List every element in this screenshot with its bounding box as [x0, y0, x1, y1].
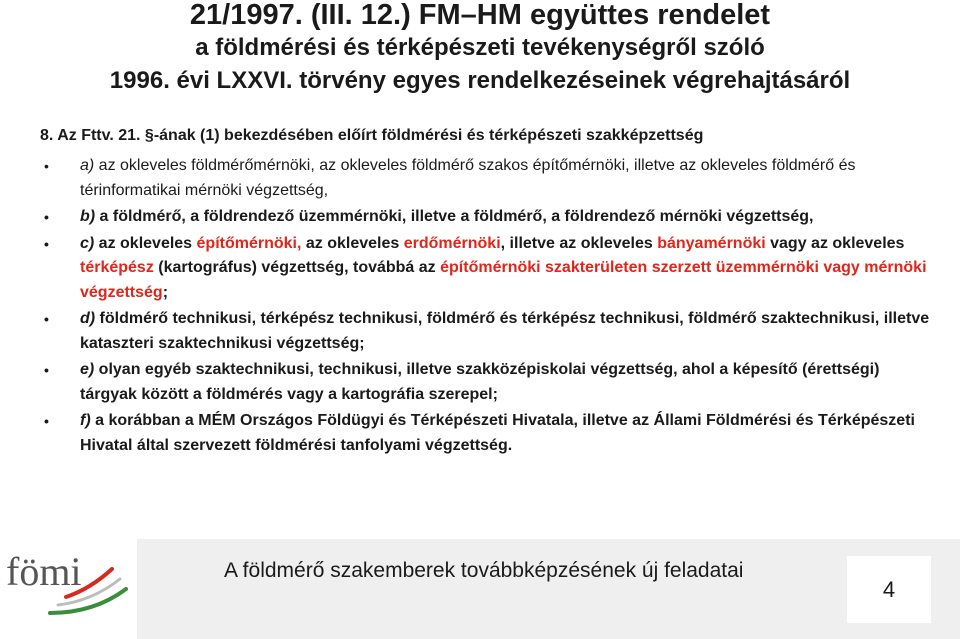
list-item-b [0, 205, 960, 230]
item-text: (kartográfus) végzettség, továbbá az [153, 259, 441, 276]
item-text: vagy az okleveles [765, 234, 905, 252]
logo-wordmark: fömi [6, 549, 82, 594]
item-letter: e) [80, 361, 95, 378]
item-letter: d) [80, 310, 96, 327]
bullet-icon: • [44, 235, 49, 252]
footer-title: A földmérő szakemberek továbbképzésének új feladatai [224, 559, 744, 582]
item-text: , illetve az okleveles [500, 234, 658, 252]
item-letter: b) [80, 208, 96, 225]
document-subtitle-line-1: a földmérési és térképészeti tevékenységről szóló [195, 34, 765, 61]
item-text: az okleveles [301, 234, 404, 252]
bullet-icon: • [44, 413, 49, 429]
document-subtitle-line-2: 1996. évi LXXVI. törvény egyes rendelkezéseinek végrehajtásáról [109, 67, 851, 94]
bullet-icon: • [44, 158, 49, 174]
highlight-text: térképész [80, 259, 154, 276]
list-item-c [0, 232, 960, 306]
item-letter: c) [80, 234, 95, 252]
bullet-icon: • [44, 209, 49, 225]
item-text: földmérő technikusi, térképész technikusi, földmérő és térképész technikusi, földmérő szaktechnikusi, illetve kataszteri szaktechnikusi végzettség; [80, 310, 930, 352]
highlight-text: építőmérnöki szakterületen szerzett üzemmérnöki vagy mérnöki végzettség [80, 259, 927, 301]
highlight-text: erdőmérnöki [403, 234, 501, 252]
bullet-icon: • [44, 362, 49, 378]
page-number-box [847, 556, 931, 623]
item-text: a korábban a MÉM Országos Földügyi és Térképészeti Hivatala, illetve az Állami Földmérési és Térképészeti Hivatal által szervezett földmérési tanfolyami végzettség. [80, 412, 915, 454]
bullet-icon: • [44, 311, 49, 327]
qualification-list [0, 154, 960, 460]
highlight-text: építőmérnöki, [196, 234, 302, 252]
list-item-d [0, 307, 960, 356]
list-item-a [0, 154, 960, 203]
item-text: ; [162, 283, 169, 301]
item-text: olyan egyéb szaktechnikusi, technikusi, illetve szakközépiskolai végzettség, ahol a képesítő (érettségi) tárgyak között a földmérés vagy a kartográfia szerepel; [80, 361, 880, 403]
document-title: 21/1997. (III. 12.) FM–HM együttes rendelet [189, 0, 771, 31]
list-item-e [0, 358, 960, 407]
highlight-text: bányamérnöki [657, 234, 766, 252]
list-item-f [0, 409, 960, 458]
footer-band [137, 539, 960, 639]
item-text: az okleveles földmérőmérnöki, az okleveles földmérő szakos építőmérnöki, illetve az okleveles földmérő és térinformatikai mérnöki végzettség, [80, 157, 856, 199]
item-text: a földmérő, a földrendező üzemmérnöki, illetve a földmérő, a földrendező mérnöki végzettség, [95, 208, 814, 225]
intro-paragraph: 8. Az Fttv. 21. §-ának (1) bekezdésében előírt földmérési és térképészeti szakképzettség [40, 127, 704, 144]
page-number: 4 [882, 576, 896, 602]
item-letter: f) [80, 412, 91, 429]
item-letter: a) [80, 157, 95, 174]
item-text: az okleveles [94, 234, 197, 252]
